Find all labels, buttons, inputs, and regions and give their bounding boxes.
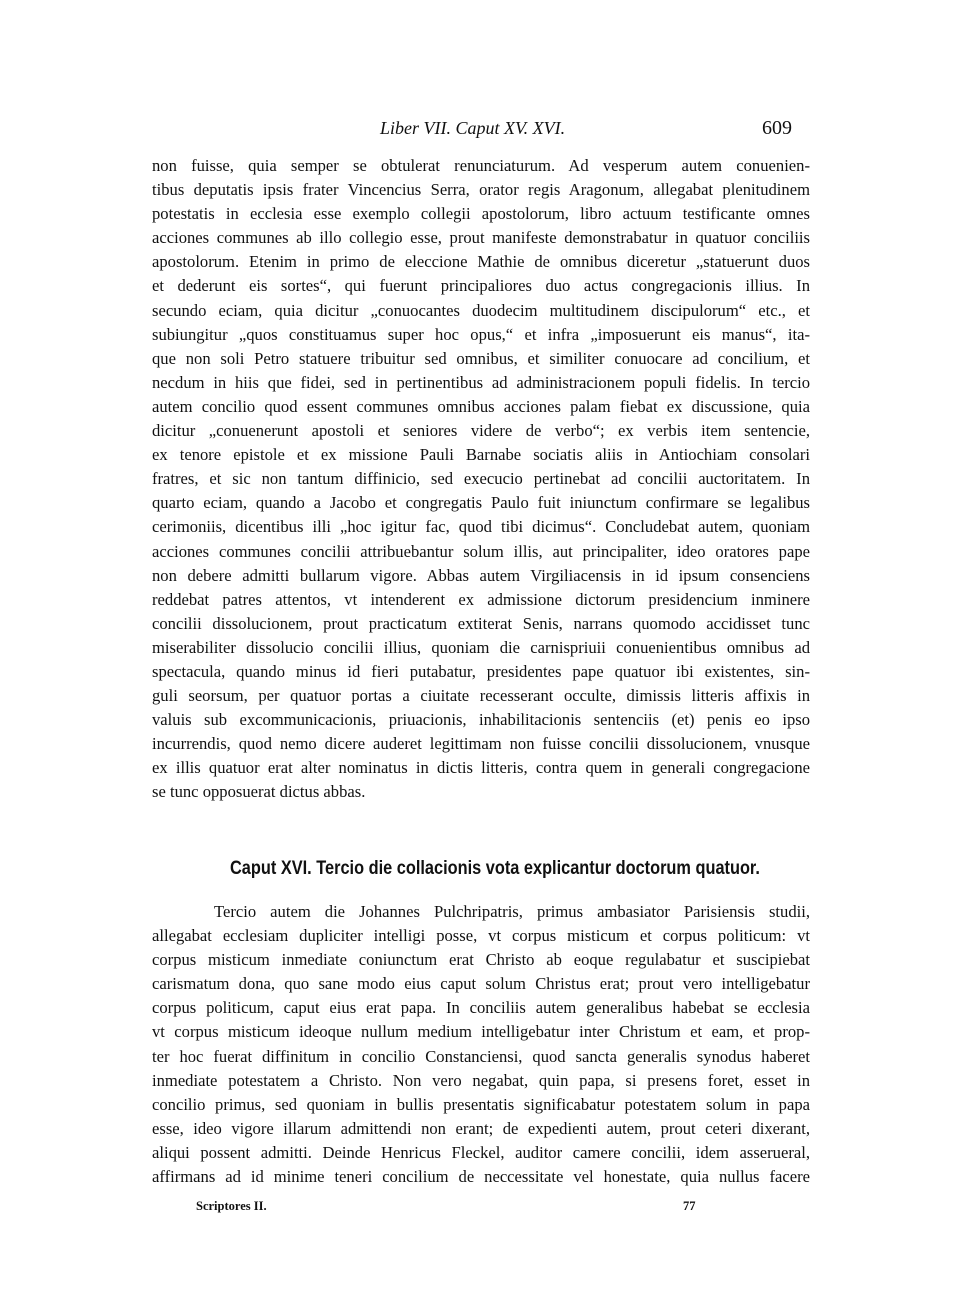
text-line: inmediate potestatem a Christo. Non vero negabat, quin papa, si presens foret, esset in — [152, 1070, 810, 1090]
text-line: affirmans ad id minime teneri concilium de neccessitate vel honestate, quia nullus facere — [152, 1167, 810, 1187]
paragraph-2 — [152, 900, 810, 1189]
text-line: incurrendis, quod nemo dicere auderet legittimam non fuisse concilii dissolucionem, vnusque — [152, 734, 810, 754]
text-line: spectacula, quando minus id fieri putabatur, presidentes pape quatuor ibi existentes, sin- — [152, 661, 810, 681]
text-line: allegabat ecclesiam dupliciter intelligi posse, vt corpus misticum et corpus politicum: vt — [152, 926, 810, 946]
text-line: acciones communes ab illo collegio esse, prout manifeste demonstrabatur in quatuor conciliis — [152, 228, 810, 248]
text-line: que non soli Petro statuere tribuitur sed omnibus, et similiter conuocare ad concilium, et — [152, 348, 810, 368]
text-line: potestatis in ecclesia esse exemplo collegii apostolorum, libro actuum testificante omnes — [152, 204, 810, 224]
text-line: dicitur „conuenerunt apostoli et seniores videre de verbo“; ex verbis item sentencie, — [152, 421, 810, 441]
text-line: tibus deputatis ipsis frater Vincencius Serra, orator regis Aragonum, allegabat plenitudinem — [152, 180, 810, 200]
text-line: miserabiliter dissolucio concilii illius, quoniam die carnispriuii conuenientibus omnibus ad — [152, 637, 810, 657]
text-line: corpus politicum, caput eius erat papa. In conciliis autem generalibus habebat se ecclesia — [152, 998, 810, 1018]
text-line: subiungitur „quos constituamus super hoc opus,“ et infra „imposuerunt eis manus“, ita- — [152, 324, 810, 344]
text-line: et dederunt eis sortes“, qui fuerunt principaliores duo actus congregacionis illius. In — [152, 276, 810, 296]
footer-series-title: Scriptores II. — [196, 1199, 267, 1213]
text-line: non debere admitti bullarum vigore. Abbas autem Virgiliacensis in id ipsum consenciens — [152, 565, 810, 585]
text-line: secundo eciam, quia dicitur „conuocantes duodecim multitudinem discipulorum“ etc., et — [152, 300, 810, 320]
text-line: necdum in hiis que fidei, sed in pertinentibus ad administracionem populi fidelis. In tercio — [152, 372, 810, 392]
text-line: non fuisse, quia semper se obtulerat renunciaturum. Ad vesperum autem conuenien- — [152, 156, 810, 175]
text-line: apostolorum. Etenim in primo de eleccione Mathie de omnibus diceretur „statuerunt duos — [152, 252, 810, 272]
text-line: concilio primus, sed quoniam in bullis presentatis significabatur potestatem solum in papa — [152, 1094, 810, 1114]
text-line: se tunc opposuerat dictus abbas. — [152, 782, 366, 802]
text-line: vt corpus misticum ideoque nullum medium intelligebatur inter Christum et eam, et prop- — [152, 1022, 810, 1042]
text-line: ex illis quatuor erat alter nominatus in dictis litteris, contra quem in generali congregacione — [152, 758, 810, 778]
text-line: ex tenore epistole et ex missione Pauli Barnabe sociatis aliis in Antiochiam consolari — [152, 445, 810, 465]
text-line: concilii dissolucionem, prout practicatum extiterat Senis, narrans quomodo accidisset tunc — [152, 613, 810, 633]
text-line: esse, ideo vigore illarum admittendi non erant; de expedienti autem, prout ceteri dixerant, — [152, 1118, 810, 1138]
page-number: 609 — [762, 117, 792, 139]
text-line: aliqui possent admitti. Deinde Henricus Fleckel, auditor camere concilii, idem asserueral, — [152, 1142, 810, 1162]
footer-signature-mark: 77 — [683, 1199, 696, 1213]
text-line: quarto eciam, quando a Jacobo et congregatis Paulo fuit iniunctum confirmare se legalibus — [152, 493, 810, 513]
text-line: acciones communes concilii attribuebantur solum illis, aut principaliter, ideo oratores pape — [152, 541, 810, 561]
running-title: Liber VII. Caput XV. XVI. — [380, 118, 566, 138]
text-line: fratres, et sic non tantum diffinicio, sed execucio pertinebat ad concilii auctoritatem. In — [152, 469, 810, 489]
text-line: valuis sub excommunicacionis, priuacionis, inhabilitacionis sentenciis (et) penis eo ipso — [152, 710, 810, 730]
chapter-heading: Caput XVI. Tercio die collacionis vota explicantur doctorum quatuor. — [230, 858, 760, 879]
text-line: cerimoniis, dicentibus illi „hoc igitur fac, quod tibi dicimus“. Concludebat autem, quoniam — [152, 517, 810, 537]
text-line: carismatum dona, quo sane modo eius caput solum Christus erat; prout vero intelligebatur — [152, 974, 810, 994]
text-line: reddebat patres attentos, vt intenderent ex admissione dictorum presidencium inminere — [152, 589, 810, 609]
text-line: ter hoc fuerat diffinitum in concilio Constanciensi, quod sancta generalis synodus haberet — [152, 1046, 810, 1066]
text-line: corpus misticum inmediate coniunctum erat Christo ab eoque regulabatur et suscipiebat — [152, 950, 810, 970]
text-line: autem concilio quod essent communes omnibus acciones palam fiebat ex discussione, quia — [152, 396, 810, 416]
paragraph-1 — [152, 154, 810, 805]
text-line: guli seorsum, per quatuor portas a ciuitate recesserant occulte, dimissis litteris affixis in — [152, 686, 810, 706]
text-line: Tercio autem die Johannes Pulchripatris, primus ambasiator Parisiensis studii, — [214, 902, 810, 921]
